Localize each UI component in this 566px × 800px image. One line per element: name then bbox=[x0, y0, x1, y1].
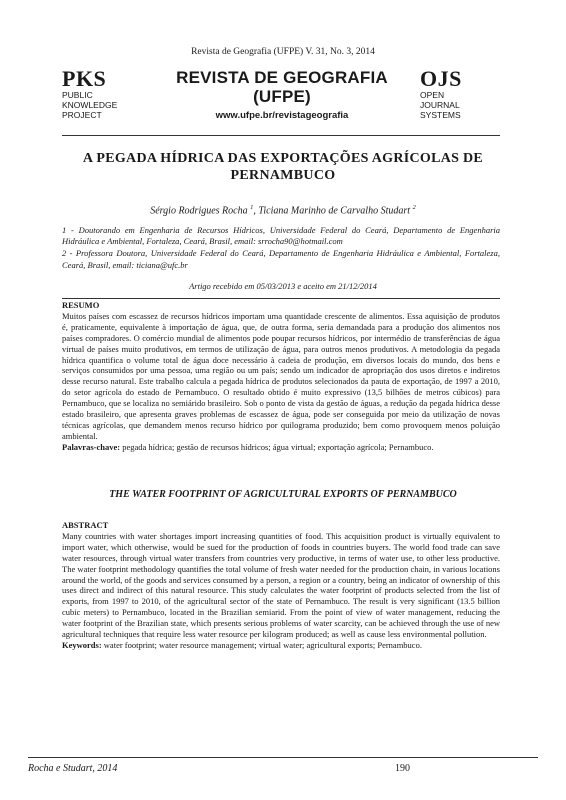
author-superscript: 1 bbox=[250, 204, 254, 211]
pks-line: PROJECT bbox=[62, 110, 102, 120]
pks-line: KNOWLEDGE bbox=[62, 100, 118, 110]
paper-title bbox=[70, 150, 496, 184]
author-name: Sérgio Rodrigues Rocha bbox=[150, 205, 248, 217]
pks-logo bbox=[62, 68, 142, 120]
paper-title-line: PERNAMBUCO bbox=[230, 168, 336, 183]
journal-masthead bbox=[62, 68, 500, 132]
affiliations bbox=[62, 225, 500, 272]
resumo-section bbox=[62, 300, 500, 453]
pks-line: PUBLIC bbox=[62, 90, 93, 100]
keywords-label: Keywords: bbox=[62, 639, 102, 650]
journal-title-block bbox=[162, 68, 402, 121]
keywords-label: Palavras-chave: bbox=[62, 441, 121, 452]
author-separator: , bbox=[253, 205, 259, 217]
abstract-section bbox=[62, 520, 500, 651]
ojs-line: SYSTEMS bbox=[420, 110, 461, 120]
journal-title: REVISTA DE GEOGRAFIA bbox=[176, 68, 388, 87]
author-name: Ticiana Marinho de Carvalho Studart bbox=[258, 205, 411, 217]
abstract-heading: ABSTRACT bbox=[62, 520, 109, 530]
ojs-line: JOURNAL bbox=[420, 100, 460, 110]
keywords-text: water footprint; water resource management; virtual water; agricultural exports; Pernambuco. bbox=[101, 639, 422, 650]
paper-title-line: A PEGADA HÍDRICA DAS EXPORTAÇÕES AGRÍCOLAS DE bbox=[82, 151, 484, 166]
abstract-body: Many countries with water shortages import increasing quantities of food. This acquisition product is virtually equivalent to import water, which otherwise, would be sued for the production of foods in countries buyers. The world food trade can save water resources, through virtual water transfers from countries very productive, in terms of water use, to other less productive. The water footprint methodology quantifies the total volume of fresh water needed for the production chain, in various locations around the world, of the goods and services consumed by a person, a region or a country, being an indicator of ownership of this uses direct and indirect of this natural resource. This study calculates the water footprint of products selected from the list of exports, from 1997 to 2010, of the agricultural sector of the state of Pernambuco. The result is very significant (13.5 billion cubic meters) to Pernambuco, located in the Brazilian semiarid. From the point of view of water management, reducing the water footprint of the Brazilian state, which presents serious problems of water scarcity, can be achieved through the use of new agricultural techniques that require less water resource per kilogram produced; as well as cause less environmental pollution. bbox=[62, 530, 500, 640]
page-number: 190 bbox=[395, 763, 410, 774]
journal-url[interactable]: www.ufpe.br/revistageografia bbox=[215, 110, 349, 121]
ojs-logo bbox=[420, 68, 500, 120]
ojs-line: OPEN bbox=[420, 90, 445, 100]
resumo-body: Muitos países com escassez de recursos hídricos importam uma quantidade crescente de alimentos. Essa aquisição de produtos é, praticamente, equivalente à importação de água, que, de outra forma, seria demandada para a produção dos alimentos nos países compradores. O comércio mundial de alimentos pode poupar recursos hídricos, por intermédio de transferências de água virtual de países muito produtivos, em termos de utilização de água, para outros menos produtivos. A metodologia da pegada hídrica quantifica o volume total de água doce necessário à cadeia de produção, em diversos locais do mundo, dos bens e serviços consumidos por uma pessoa, uma região ou um país; sendo um indicador de apropriação dos usos diretos e indiretos desse recurso natural. Este trabalho calcula a pegada hídrica de produtos selecionados da pauta de exportação, de 1997 a 2010, do setor agrícola do estado de Pernambuco. O resultado obtido é muito expressivo (13,5 bilhões de metros cúbicos) para Pernambuco, que se localiza no semiárido brasileiro. Sob o ponto de vista da gestão de águas, a redução da pegada hídrica desse estado brasileiro, que apresenta graves problemas de escassez de água, pode ser conseguida por meio da utilização de novas técnicas agrícolas, que demandem menos recurso hídrico por quilograma produzido; bem como provoquem menos poluição ambiental. bbox=[62, 310, 500, 441]
author-superscript: 2 bbox=[412, 204, 416, 211]
footer-citation: Rocha e Studart, 2014 bbox=[28, 763, 118, 774]
footer-divider bbox=[28, 757, 538, 758]
pks-code: PKS bbox=[62, 66, 107, 91]
english-title: THE WATER FOOTPRINT OF AGRICULTURAL EXPORTS OF PERNAMBUCO bbox=[109, 489, 457, 500]
keywords-text: pegada hídrica; gestão de recursos hídricos; água virtual; exportação agrícola; Pernambuco. bbox=[120, 441, 434, 452]
journal-title-sub: (UFPE) bbox=[253, 87, 311, 106]
running-header: Revista de Geografia (UFPE) V. 31, No. 3, 2014 bbox=[191, 47, 375, 57]
resumo-keywords bbox=[62, 442, 500, 453]
affiliation-item: 1 - Doutorando em Engenharia de Recursos Hídricos, Universidade Federal do Ceará, Departamento de Engenharia Hidráulica e Ambiental, Fortaleza, Ceará, Brasil, email: srrocha90@hotmail.com bbox=[62, 225, 500, 247]
affiliation-item: 2 - Professora Doutora, Universidade Federal do Ceará, Departamento de Engenharia Hidráulica e Ambiental, Fortaleza, Ceará, Brasil, email: ticiana@ufc.br bbox=[62, 248, 500, 270]
resumo-divider bbox=[62, 298, 500, 299]
resumo-heading: RESUMO bbox=[62, 300, 100, 310]
abstract-keywords bbox=[62, 640, 500, 651]
received-date: Artigo recebido em 05/03/2013 e aceito em 21/12/2014 bbox=[189, 281, 377, 291]
masthead-divider bbox=[62, 135, 500, 136]
author-list bbox=[0, 204, 566, 216]
ojs-code: OJS bbox=[420, 66, 462, 91]
